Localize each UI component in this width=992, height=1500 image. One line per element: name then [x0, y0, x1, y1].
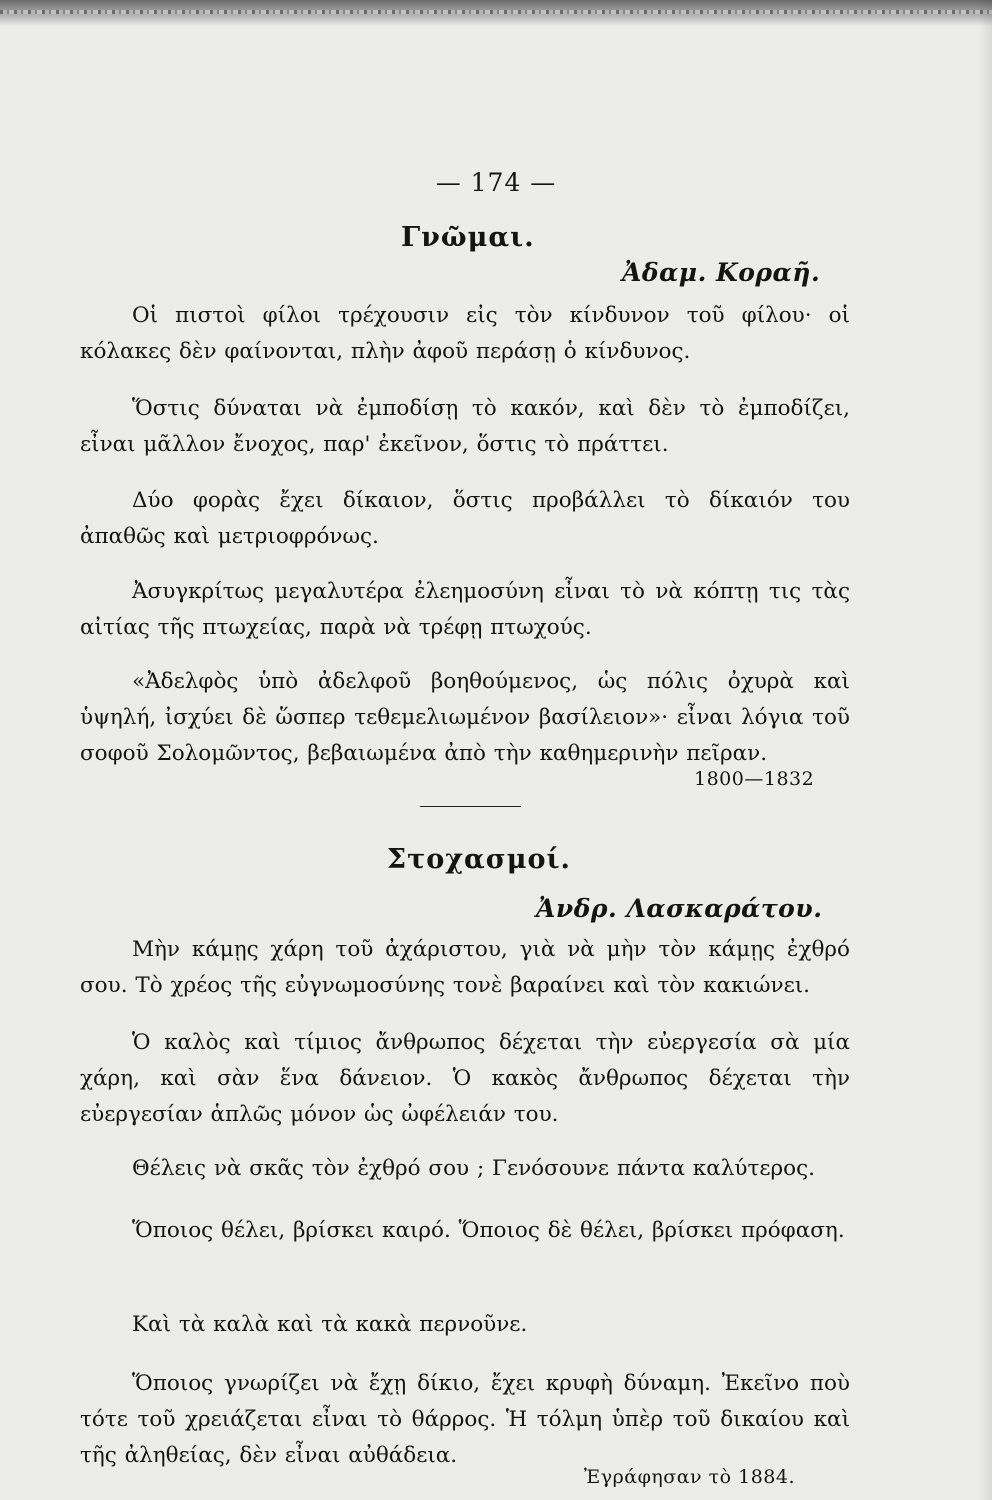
page-number: — 174 — — [435, 168, 557, 197]
page-top-edge — [0, 0, 992, 26]
paragraph: Μὴν κάμῃς χάρη τοῦ ἀχάριστου, γιὰ νὰ μὴν τὸν κάμῃς ἐχθρό σου. Τὸ χρέος τῆς εὐγνωμοσύνης τονὲ βαραίνει καὶ τὸν κακιώνει. — [80, 937, 850, 998]
paragraph: Ἀσυγκρίτως μεγαλυτέρα ἐλεημοσύνη εἶναι τὸ νὰ κόπτῃ τις τὰς αἰτίας τῆς πτωχείας, παρὰ νὰ τρέφῃ πτωχούς. — [80, 579, 850, 640]
paragraph: Θέλεις νὰ σκᾶς τὸν ἐχθρό σου ; Γενόσουνε πάντα καλύτερος. — [132, 1156, 815, 1181]
section-author-korais: Ἀδαμ. Κοραῆ. — [622, 258, 821, 287]
written-date-note: Ἐγράφησαν τὸ 1884. — [584, 1466, 796, 1488]
paragraph: Ὅστις δύναται νὰ ἐμποδίσῃ τὸ κακόν, καὶ δὲν τὸ ἐμποδίζει, εἶναι μᾶλλον ἔνοχος, παρ' ἐκεῖνον, ὅστις τὸ πράττει. — [80, 396, 850, 457]
page-right-shadow — [978, 0, 992, 1500]
section-title-gnomai: Γνῶμαι. — [401, 222, 535, 253]
paragraph: Καὶ τὰ καλὰ καὶ τὰ κακὰ περνοῦνε. — [132, 1312, 528, 1337]
section-title-stochasmoi: Στοχασμοί. — [387, 844, 571, 875]
paragraph: «Ἀδελφὸς ὑπὸ ἀδελφοῦ βοηθούμενος, ὡς πόλις ὀχυρὰ καὶ ὑψηλή, ἰσχύει δὲ ὥσπερ τεθεμελιωμένον βασίλειον»· εἶναι λόγια τοῦ σοφοῦ Σολομῶντος, βεβαιωμένα ἀπὸ τὴν καθημερινὴν πεῖραν. — [80, 669, 850, 766]
section-date: 1800—1832 — [694, 768, 815, 790]
paragraph: Ὅποιος γνωρίζει νὰ ἔχῃ δίκιο, ἔχει κρυφὴ δύναμη. Ἐκεῖνο ποὺ τότε τοῦ χρειάζεται εἶναι τὸ θάρρος. Ἡ τόλμη ὑπὲρ τοῦ δικαίου καὶ τῆς ἀληθείας, δὲν εἶναι αὐθάδεια. — [80, 1371, 850, 1468]
section-author-laskaratos: Ἀνδρ. Λασκαράτου. — [536, 894, 823, 923]
paragraph: Οἱ πιστοὶ φίλοι τρέχουσιν εἰς τὸν κίνδυνον τοῦ φίλου· οἱ κόλακες δὲν φαίνονται, πλὴν ἀφοῦ περάσῃ ὁ κίνδυνος. — [80, 303, 850, 364]
paragraph: Ὁ καλὸς καὶ τίμιος ἄνθρωπος δέχεται τὴν εὐεργεσία σὰ μία χάρη, καὶ σὰν ἕνα δάνειον. Ὁ κακὸς ἄνθρωπος δέχεται τὴν εὐεργεσίαν ἁπλῶς μόνον ὡς ὠφέλειάν του. — [80, 1030, 850, 1127]
paragraph: Ὅποιος θέλει, βρίσκει καιρό. Ὅποιος δὲ θέλει, βρίσκει πρόφαση. — [132, 1218, 845, 1243]
section-divider — [420, 806, 521, 807]
paragraph: Δύο φορὰς ἔχει δίκαιον, ὅστις προβάλλει τὸ δίκαιόν του ἀπαθῶς καὶ μετριοφρόνως. — [80, 488, 850, 549]
